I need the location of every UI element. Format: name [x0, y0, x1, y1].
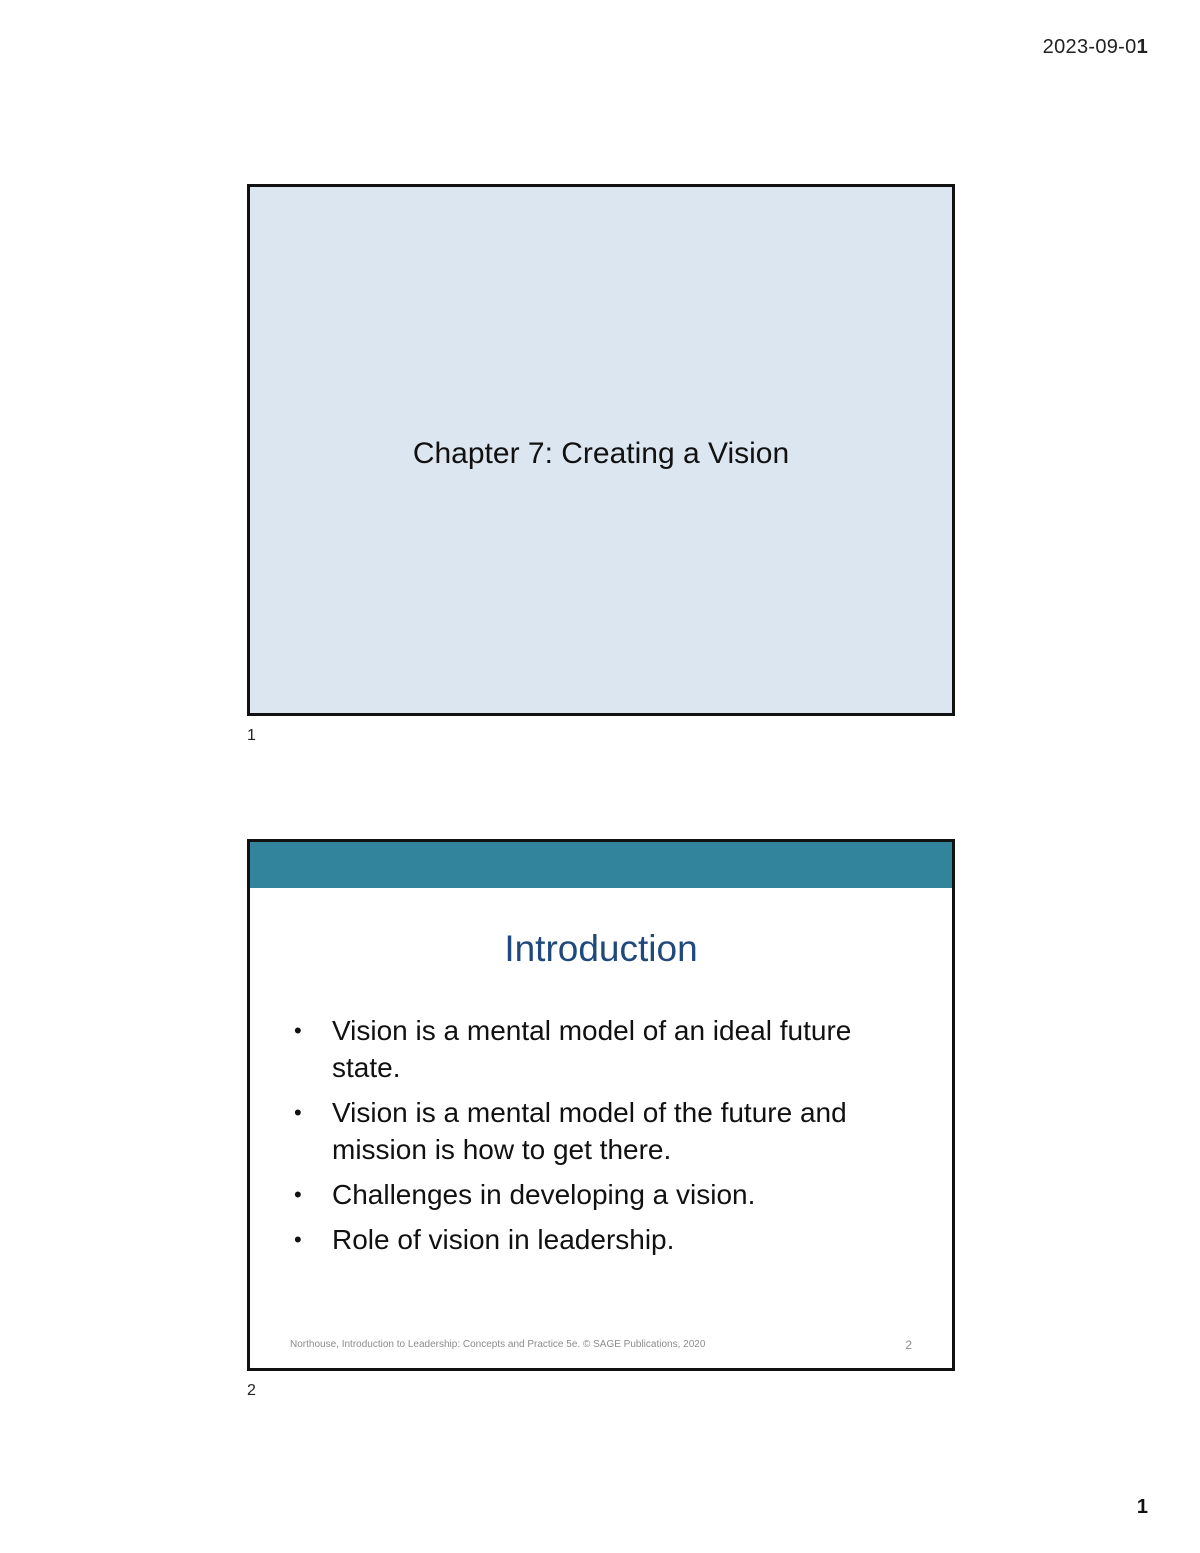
slide-2-footer-number: 2 [905, 1338, 912, 1352]
page-number: 1 [1136, 1496, 1148, 1518]
bullet-item [294, 1176, 924, 1213]
page-date-prefix: 2023-09-0 [1042, 36, 1137, 58]
slide-1-title: Chapter 7: Creating a Vision [412, 437, 790, 470]
bullet-icon: • [294, 1100, 302, 1125]
bullet-text: Role of vision in leadership. [332, 1224, 675, 1255]
slide-2-title: Introduction [504, 928, 698, 969]
bullet-icon: • [294, 1018, 302, 1043]
bullet-text: Vision is a mental model of the future and mission is how to get there. [332, 1097, 847, 1165]
page-date [1043, 36, 1148, 59]
page-date-suffix: 1 [1136, 36, 1148, 58]
bullet-item [294, 1221, 924, 1258]
slide-2-header-bar [250, 842, 952, 888]
slide-2-number: 2 [247, 1382, 256, 1399]
bullet-icon: • [294, 1227, 302, 1252]
bullet-item [294, 1094, 924, 1168]
bullet-text: Challenges in developing a vision. [332, 1179, 756, 1210]
slide-2-footer-text: Northouse, Introduction to Leadership: Concepts and Practice 5e. © SAGE Publications, 2020 [290, 1339, 706, 1350]
bullet-icon: • [294, 1182, 302, 1207]
slide-2-bullet-list [294, 1012, 924, 1266]
slide-2 [247, 839, 955, 1371]
slide-1-number: 1 [247, 727, 256, 744]
bullet-item [294, 1012, 924, 1086]
slide-1 [247, 184, 955, 716]
bullet-text: Vision is a mental model of an ideal future state. [332, 1015, 852, 1083]
